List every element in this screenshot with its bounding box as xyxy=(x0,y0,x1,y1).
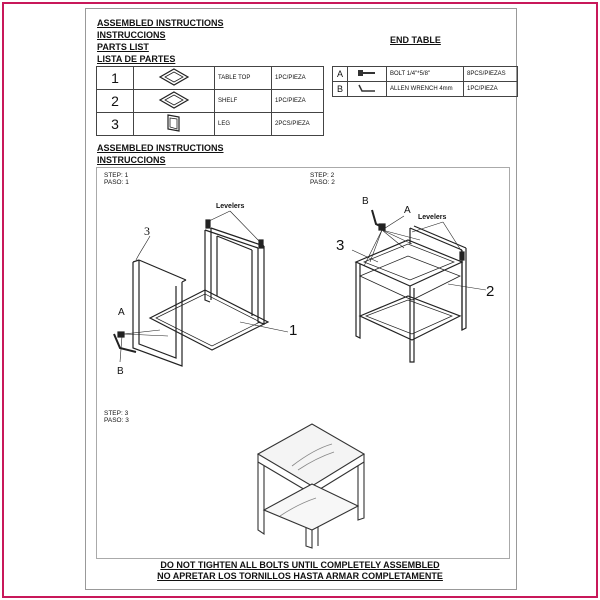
hardware-letter: A xyxy=(333,67,348,82)
paso-text: PASO: 1 xyxy=(104,179,129,186)
callout-leg-3: 3 xyxy=(144,224,150,238)
part-name: TABLE TOP xyxy=(215,67,272,90)
part-qty: 2PCS/PIEZA xyxy=(272,113,324,136)
hardware-name: ALLEN WRENCH 4mm xyxy=(387,82,464,97)
hardware-qty: 1PC/PIEZA xyxy=(464,82,518,97)
assembly-title: ASSEMBLED INSTRUCTIONS xyxy=(97,143,224,153)
warning-spanish: NO APRETAR LOS TORNILLOS HASTA ARMAR COMPLETAMENTE xyxy=(157,571,443,581)
callout-bolt-a: A xyxy=(118,307,125,318)
callout-wrench-b: B xyxy=(117,366,124,377)
hardware-name: BOLT 1/4"*5/8" xyxy=(387,67,464,82)
hardware-letter: B xyxy=(333,82,348,97)
part-name: LEG xyxy=(215,113,272,136)
product-title: END TABLE xyxy=(390,35,441,45)
part-qty: 1PC/PIEZA xyxy=(272,67,324,90)
step-text: STEP: 2 xyxy=(310,172,335,179)
part-qty: 1PC/PIEZA xyxy=(272,90,324,113)
callout-part-1: 1 xyxy=(289,322,298,339)
part-name: SHELF xyxy=(215,90,272,113)
paso-text: PASO: 2 xyxy=(310,179,335,186)
assembled-instructions-title: ASSEMBLED INSTRUCTIONS xyxy=(97,18,224,28)
step-text: STEP: 3 xyxy=(104,410,129,417)
callout-leg-3: 3 xyxy=(336,237,345,254)
part-number: 3 xyxy=(97,113,134,136)
paso-text: PASO: 3 xyxy=(104,417,129,424)
levelers-callout: Levelers xyxy=(418,214,447,221)
part-number: 2 xyxy=(97,90,134,113)
lista-de-partes-title: LISTA DE PARTES xyxy=(97,54,176,64)
hardware-qty: 8PCS/PIEZAS xyxy=(464,67,518,82)
levelers-callout: Levelers xyxy=(216,203,245,210)
step-text: STEP: 1 xyxy=(104,172,129,179)
instrucciones-title: INSTRUCCIONS xyxy=(97,30,166,40)
callout-wrench-b: B xyxy=(362,196,369,207)
callout-shelf-2: 2 xyxy=(486,283,495,300)
assembly-title-es: INSTRUCCIONS xyxy=(97,155,166,165)
part-number: 1 xyxy=(97,67,134,90)
parts-list-title: PARTS LIST xyxy=(97,42,149,52)
warning-english: DO NOT TIGHTEN ALL BOLTS UNTIL COMPLETELY ASSEMBLED xyxy=(160,560,440,570)
callout-bolt-a: A xyxy=(404,205,411,216)
